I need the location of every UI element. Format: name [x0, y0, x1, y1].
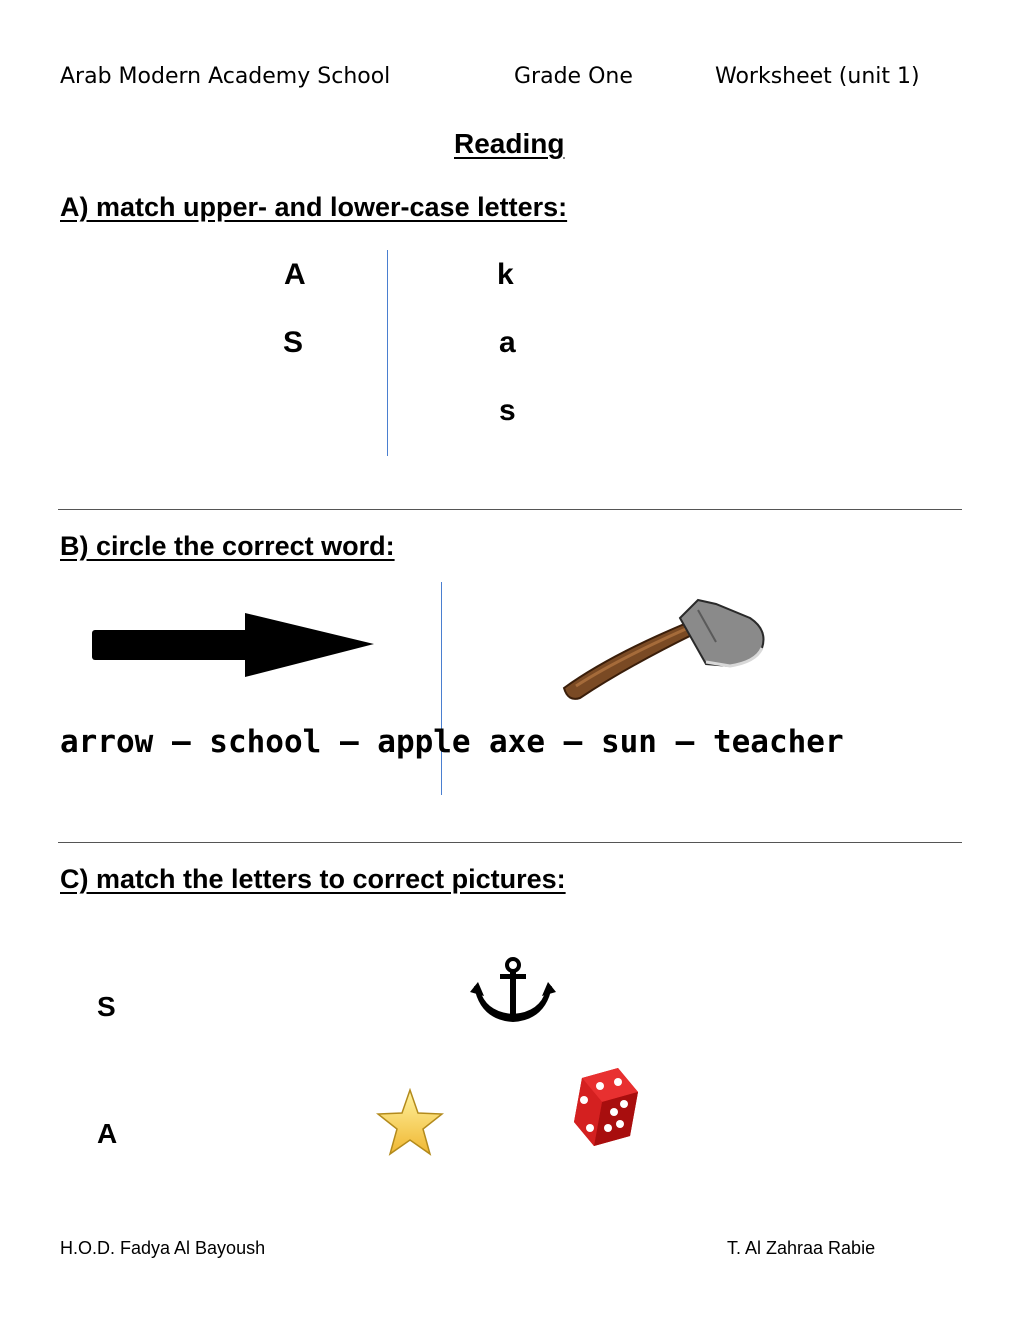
lower-letter-s: s	[499, 394, 516, 427]
section-divider-1	[58, 509, 962, 510]
section-b-divider	[441, 582, 442, 795]
arrow-icon	[90, 610, 376, 680]
section-divider-2	[58, 842, 962, 843]
match-letter-s: S	[97, 991, 116, 1022]
footer-teacher: T. Al Zahraa Rabie	[727, 1238, 876, 1258]
section-b-heading: B) circle the correct word:	[60, 531, 395, 561]
dice-icon	[570, 1066, 650, 1148]
word-choices-left: arrow – school – apple	[60, 724, 471, 760]
worksheet-label: Worksheet (unit 1)	[715, 64, 920, 89]
star-icon	[376, 1088, 444, 1158]
page-title: Reading	[454, 128, 565, 159]
upper-letter-s: S	[283, 326, 304, 359]
footer-hod: H.O.D. Fadya Al Bayoush	[60, 1238, 266, 1258]
lower-letter-a: a	[499, 326, 516, 359]
word-choices-right: axe – sun – teacher	[489, 724, 844, 760]
section-a-heading: A) match upper- and lower-case letters:	[60, 192, 568, 222]
axe-icon	[556, 596, 772, 704]
lower-letter-k: k	[497, 258, 514, 291]
anchor-icon	[466, 956, 560, 1026]
section-a-divider	[387, 250, 388, 456]
upper-letter-a: A	[284, 258, 306, 291]
grade-label: Grade One	[514, 64, 633, 89]
match-letter-a: A	[97, 1118, 118, 1149]
school-name: Arab Modern Academy School	[60, 64, 391, 89]
section-c-heading: C) match the letters to correct pictures:	[60, 864, 566, 894]
